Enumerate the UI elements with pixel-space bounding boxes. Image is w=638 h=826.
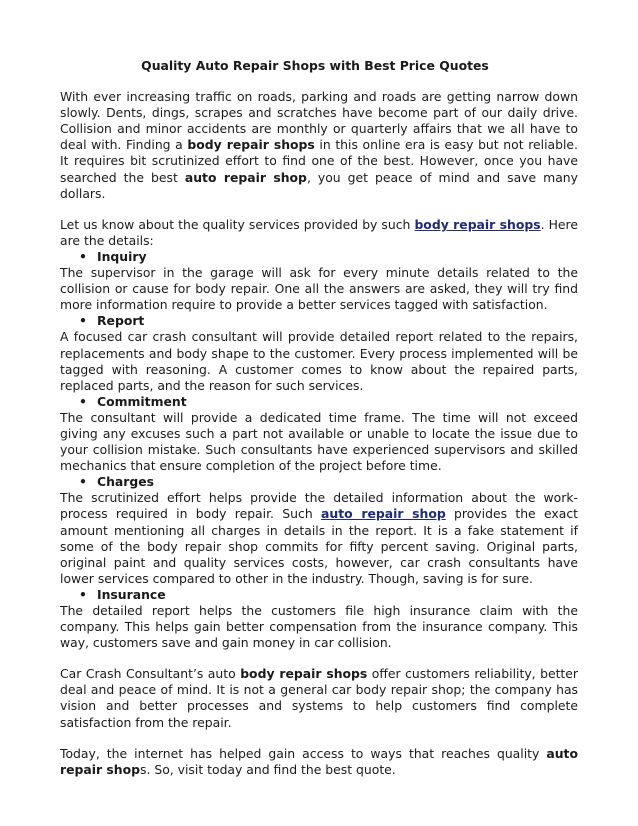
inquiry-heading [60,249,578,265]
bullet-icon: • [79,313,87,329]
charges-text-2: provides the exact amount mentioning all charges in details in the report. It is a fake statement if some of the body repair shop commits for fifty percent saving. Original parts, original paint and quality services costs, however, car crash consultants have lower services compared to other in the industry. Though, saving is for sure. [60,506,578,586]
consultant-paragraph [60,666,578,730]
report-heading-text: Report [97,313,145,329]
closing-paragraph [60,746,578,778]
inquiry-body: The supervisor in the garage will ask for every minute details related to the collision or cause for body repair. One all the answers are asked, they will try find more information require to provide a better services tagged with satisfaction. [60,265,578,313]
inquiry-heading-text: Inquiry [97,248,147,264]
consultant-text-2: offer customers reliability, better deal and peace of mind. It is not a general car body repair shop; the company has vision and better processes and systems to help customers find complete satisfaction from the repair. [60,666,578,730]
consultant-bold-body-repair-shops: body repair shops [240,666,368,682]
commitment-heading-text: Commitment [97,393,187,409]
insurance-heading-list [60,587,578,603]
insurance-heading [60,587,578,603]
charges-heading-text: Charges [97,474,155,490]
insurance-body: The detailed report helps the customers file high insurance claim with the company. This helps gain better compensation from the insurance company. This way, customers save and gain money in car collision. [60,603,578,651]
charges-heading [60,474,578,490]
intro-text-1: With ever increasing traffic on roads, parking and roads are getting narrow down slowly. Dents, dings, scrapes and scratches have become part of our daily drive. Collision and minor accidents are monthly or quarterly affairs that we all have to deal with. Finding a [60,89,578,153]
services-paragraph [60,217,578,249]
document-page [60,58,578,778]
closing-text-1: Today, the internet has helped gain access to ways that reaches quality [60,745,547,761]
commitment-heading [60,394,578,410]
insurance-heading-text: Insurance [97,586,166,602]
intro-paragraph [60,89,578,202]
bullet-icon: • [79,248,87,264]
closing-bold-auto-repair-shop: auto repair shop [60,745,578,777]
charges-body [60,490,578,587]
consultant-text-1: Car Crash Consultant’s auto [60,666,241,682]
bullet-icon: • [79,474,87,490]
charges-heading-list [60,474,578,490]
bullet-icon: • [79,393,87,409]
intro-text-2: in this online era is easy but not reliable. It requires bit scrutinized effort to find one of the best. However, once you have searched the best [60,137,578,185]
charges-text-1: The scrutinized effort helps provide the detailed information about the work-process required in body repair. Such [60,490,578,522]
body-repair-shops-link[interactable]: body repair shops [414,216,541,232]
document-title: Quality Auto Repair Shops with Best Price Quotes [141,58,489,73]
bullet-icon: • [79,586,87,602]
report-heading [60,313,578,329]
commitment-body: The consultant will provide a dedicated time frame. The time will not exceed giving any excuses such a part not available or unable to locate the issue due to your collision mistake. Such consultants have experienced supervisors and skilled mechanics that ensure completion of the project before time. [60,409,578,474]
closing-text-2: s. So, visit today and find the best quote. [140,761,396,777]
report-heading-list [60,313,578,329]
report-body: A focused car crash consultant will provide detailed report related to the repairs, replacements and body shape to the customer. Every process implemented will be tagged with reasoning. A customer comes to know about the repaired parts, replaced parts, and the reason for such services. [60,329,578,393]
intro-text-3: , you get peace of mind and save many dollars. [60,169,578,201]
services-text-1: Let us know about the quality services provided by such [60,216,415,232]
intro-bold-auto-repair-shop: auto repair shop [184,169,307,185]
commitment-heading-list [60,394,578,410]
inquiry-heading-list [60,249,578,265]
auto-repair-shop-link[interactable]: auto repair shop [321,506,446,522]
services-text-2: . Here are the details: [60,216,578,248]
intro-bold-body-repair-shops: body repair shops [187,137,315,153]
